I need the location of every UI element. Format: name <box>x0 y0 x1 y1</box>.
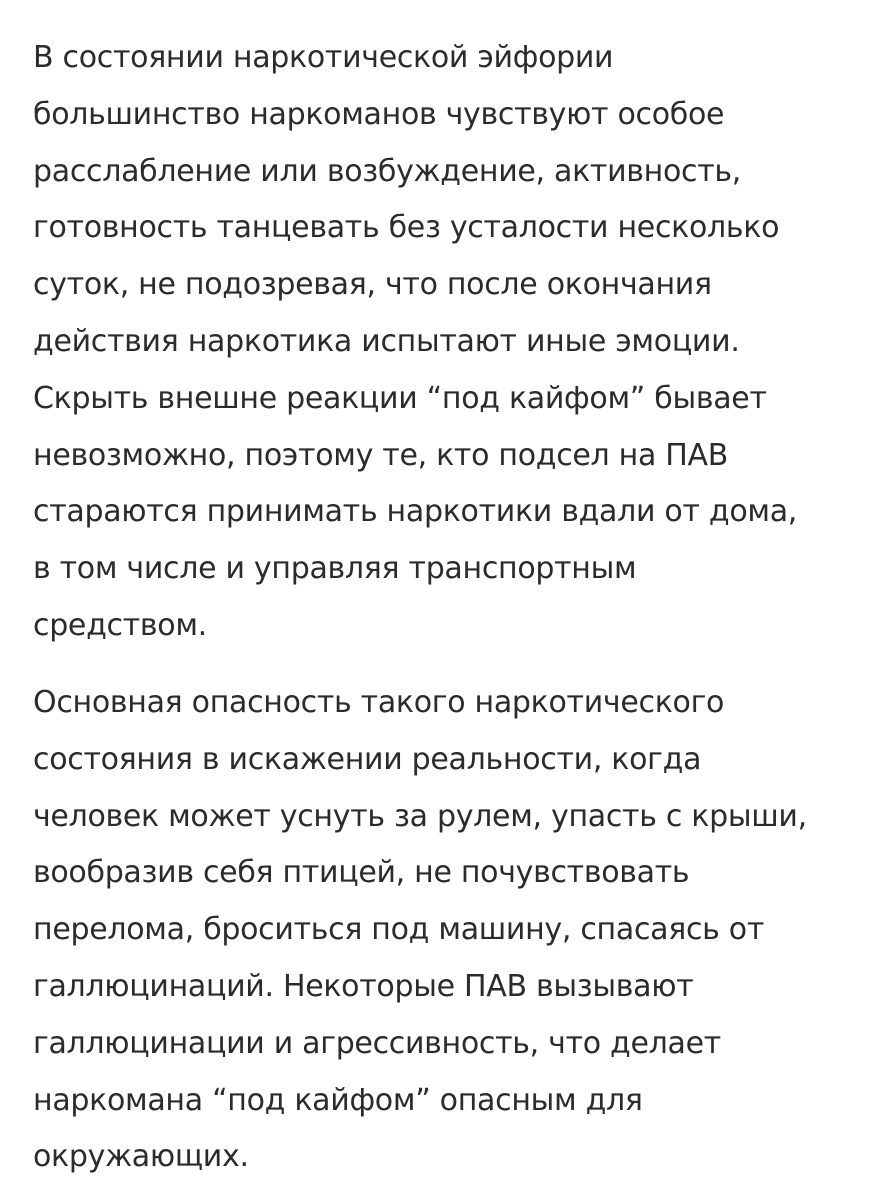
text-line: в том числе и управляя транспортным <box>33 551 637 587</box>
text-line: большинство наркоманов чувствуют особое <box>33 96 725 132</box>
text-line: вообразив себя птицей, не почувствовать <box>33 855 690 891</box>
text-line: галлюцинаций. Некоторые ПАВ вызывают <box>33 968 694 1004</box>
text-line: перелома, броситься под машину, спасаясь от <box>33 912 765 948</box>
text-line: человек может уснуть за рулем, упасть с крыши, <box>33 798 807 834</box>
text-line: состояния в искажении реальности, когда <box>33 741 702 777</box>
paragraph-danger <box>33 675 807 1186</box>
text-line: наркомана “под кайфом” опасным для <box>33 1082 643 1118</box>
paragraph-euphoria <box>33 30 797 655</box>
text-line: окружающих. <box>33 1139 249 1175</box>
text-line: невозможно, поэтому те, кто подсел на ПАВ <box>33 437 729 473</box>
text-line: Основная опасность такого наркотического <box>33 685 725 720</box>
text-line: галлюцинации и агрессивность, что делает <box>33 1025 721 1061</box>
text-line: В состоянии наркотической эйфории <box>33 40 614 75</box>
text-line: средством. <box>33 607 207 643</box>
text-line: Скрыть внешне реакции “под кайфом” бывает <box>33 380 767 416</box>
text-line: суток, не подозревая, что после окончания <box>33 267 712 303</box>
text-line: действия наркотика испытают иные эмоции. <box>33 323 740 359</box>
text-line: расслабление или возбуждение, активность, <box>33 153 742 189</box>
text-line: готовность танцевать без усталости несколько <box>33 210 780 246</box>
text-line: стараются принимать наркотики вдали от дома, <box>33 494 798 530</box>
